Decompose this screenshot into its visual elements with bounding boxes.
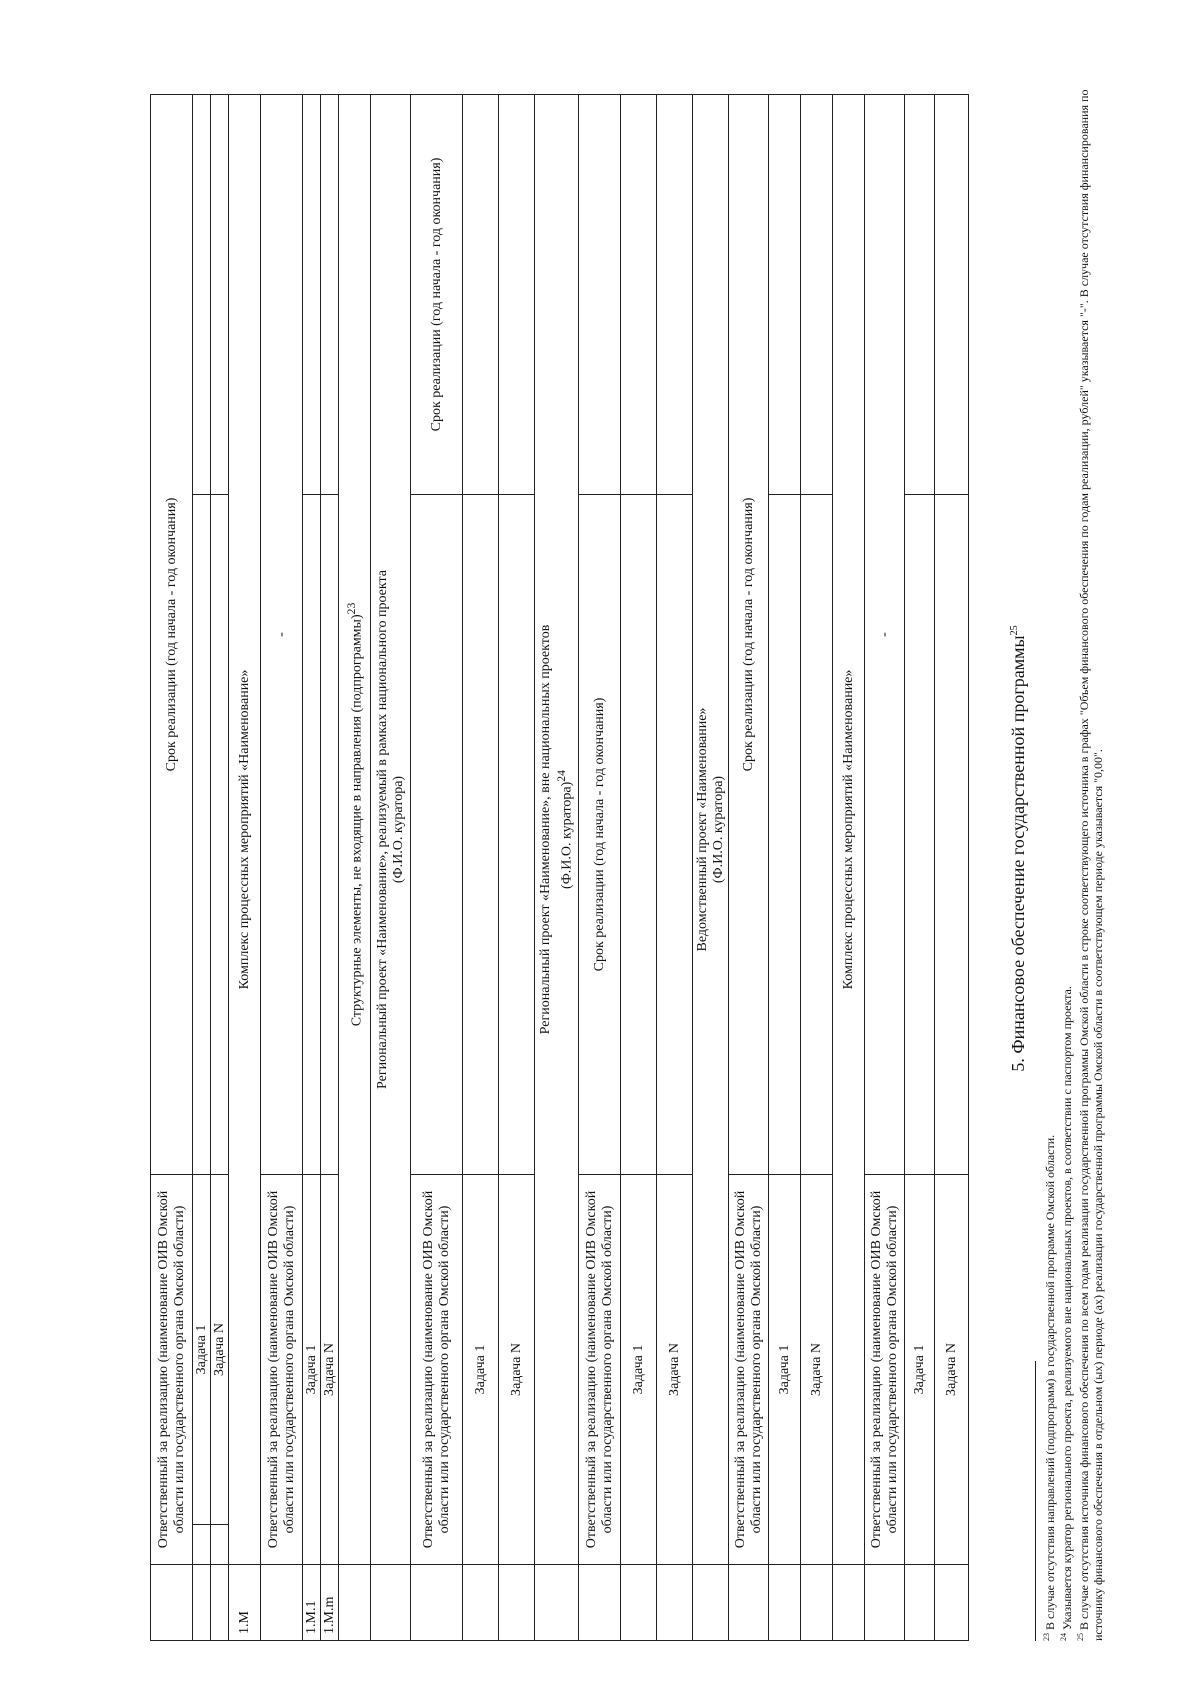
code-cell: [151, 1565, 193, 1641]
table-row: [321, 94, 339, 1640]
task-cell: Задача N: [211, 1175, 229, 1525]
table-row: [229, 94, 261, 1640]
table-row: [371, 94, 411, 1640]
responsible-cell: Ответственный за реализацию (наименование ОИВ Омской области или государственного органа Омской области): [261, 1175, 303, 1565]
footnote-23: $^{23}$ В случае отсутствия направлений (подпрограмм) в государственной программе Омской области.: [1042, 1134, 1057, 1641]
footnote-25: $^{25}$ В случае отсутствия источника финансового обеспечения по всем годам реализации государственной программы Омской области в строке соответствующего источника в графах "Объем финансового обеспечения по годам реализации, рублей" указывается "-". В случае отсутствия финансирования по источнику финансового обеспечения в отдельном (ых) периоде (ах) реализации государственной программы Омской области в соответствующем периоде указывается "0,00".: [1076, 89, 1105, 1641]
section-header: Комплекс процессных мероприятий «Наименование»: [229, 94, 261, 1564]
responsible-cell: Ответственный за реализацию (наименование ОИВ Омской области или государственного органа Омской области): [411, 1175, 463, 1565]
section-header: Структурные элементы, не входящие в направления (подпрограммы)$^{23}$: [339, 94, 371, 1564]
table-row: [769, 94, 801, 1640]
footnotes: [1040, 81, 1105, 1641]
table-row: [657, 94, 693, 1640]
table-row: [833, 94, 865, 1640]
table-row: [411, 94, 463, 1640]
task-cell: Задача 1: [769, 1175, 801, 1565]
table-row: [935, 94, 969, 1640]
table-row: [905, 94, 935, 1640]
table-row: [261, 94, 303, 1640]
table-row: [151, 94, 193, 1640]
task-cell: Задача 1: [303, 1175, 321, 1565]
responsible-cell: Ответственный за реализацию (наименование ОИВ Омской области или государственного органа Омской области): [151, 1175, 193, 1565]
table-row: [801, 94, 833, 1640]
table-row: [193, 94, 211, 1640]
task-cell: Задача 1: [193, 1175, 211, 1525]
table-row: [693, 94, 729, 1640]
task-cell: Задача 1: [463, 1175, 499, 1565]
table-row: [463, 94, 499, 1640]
term-cell: Срок реализации (год начала - год окончания): [411, 94, 463, 494]
section-header: Ведомственный проект «Наименование» (Ф.И.О. куратора): [693, 94, 729, 1564]
section-title: 5. Финансовое обеспечение государственной программы$^{25}$: [1008, 625, 1028, 1072]
code-cell: 1.M: [229, 1565, 261, 1641]
footnote-24: $^{24}$ Указывается куратор регионального проекта, реализуемого вне национальных проектов, в соответствии с паспортом проекта.: [1059, 986, 1074, 1641]
responsible-cell: Ответственный за реализацию (наименование ОИВ Омской области или государственного органа Омской области): [729, 1175, 769, 1565]
task-cell: Задача 1: [621, 1175, 657, 1565]
table-row: [865, 94, 905, 1640]
table-row: [303, 94, 321, 1640]
term-cell: Срок реализации (год начала - год окончания): [151, 94, 193, 1174]
task-cell: Задача N: [499, 1175, 535, 1565]
table-row: [729, 94, 769, 1640]
table-row: [535, 94, 579, 1640]
task-cell: Задача N: [657, 1175, 693, 1565]
table-row: [339, 94, 371, 1640]
section-header: Региональный проект «Наименование», вне национальных проектов (Ф.И.О. куратора)$^{24}$: [535, 94, 579, 1564]
task-cell: Задача 1: [905, 1175, 935, 1565]
table-row: [579, 94, 621, 1640]
code-cell: 1.M.1: [303, 1565, 321, 1641]
task-cell: Задача N: [801, 1175, 833, 1565]
code-cell: 1.M.m: [321, 1565, 339, 1641]
responsible-cell: Ответственный за реализацию (наименование ОИВ Омской области или государственного органа Омской области): [865, 1175, 905, 1565]
term-cell: Срок реализации (год начала - год окончания): [579, 495, 621, 1175]
task-cell: Задача N: [321, 1175, 339, 1565]
task-cell: Задача N: [935, 1175, 969, 1565]
section-header: Региональный проект «Наименование», реализуемый в рамках национального проекта (Ф.И.О. куратора): [371, 94, 411, 1564]
term-cell: Срок реализации (год начала - год окончания): [729, 94, 769, 1174]
dash-cell: -: [865, 94, 905, 1174]
structure-table: [150, 94, 969, 1641]
table-row: [499, 94, 535, 1640]
section-header: Комплекс процессных мероприятий «Наименование»: [833, 94, 865, 1564]
footnote-divider: [1035, 1361, 1036, 1641]
responsible-cell: Ответственный за реализацию (наименование ОИВ Омской области или государственного органа Омской области): [579, 1175, 621, 1565]
table-row: [621, 94, 657, 1640]
dash-cell: -: [261, 94, 303, 1174]
table-row: [211, 94, 229, 1640]
